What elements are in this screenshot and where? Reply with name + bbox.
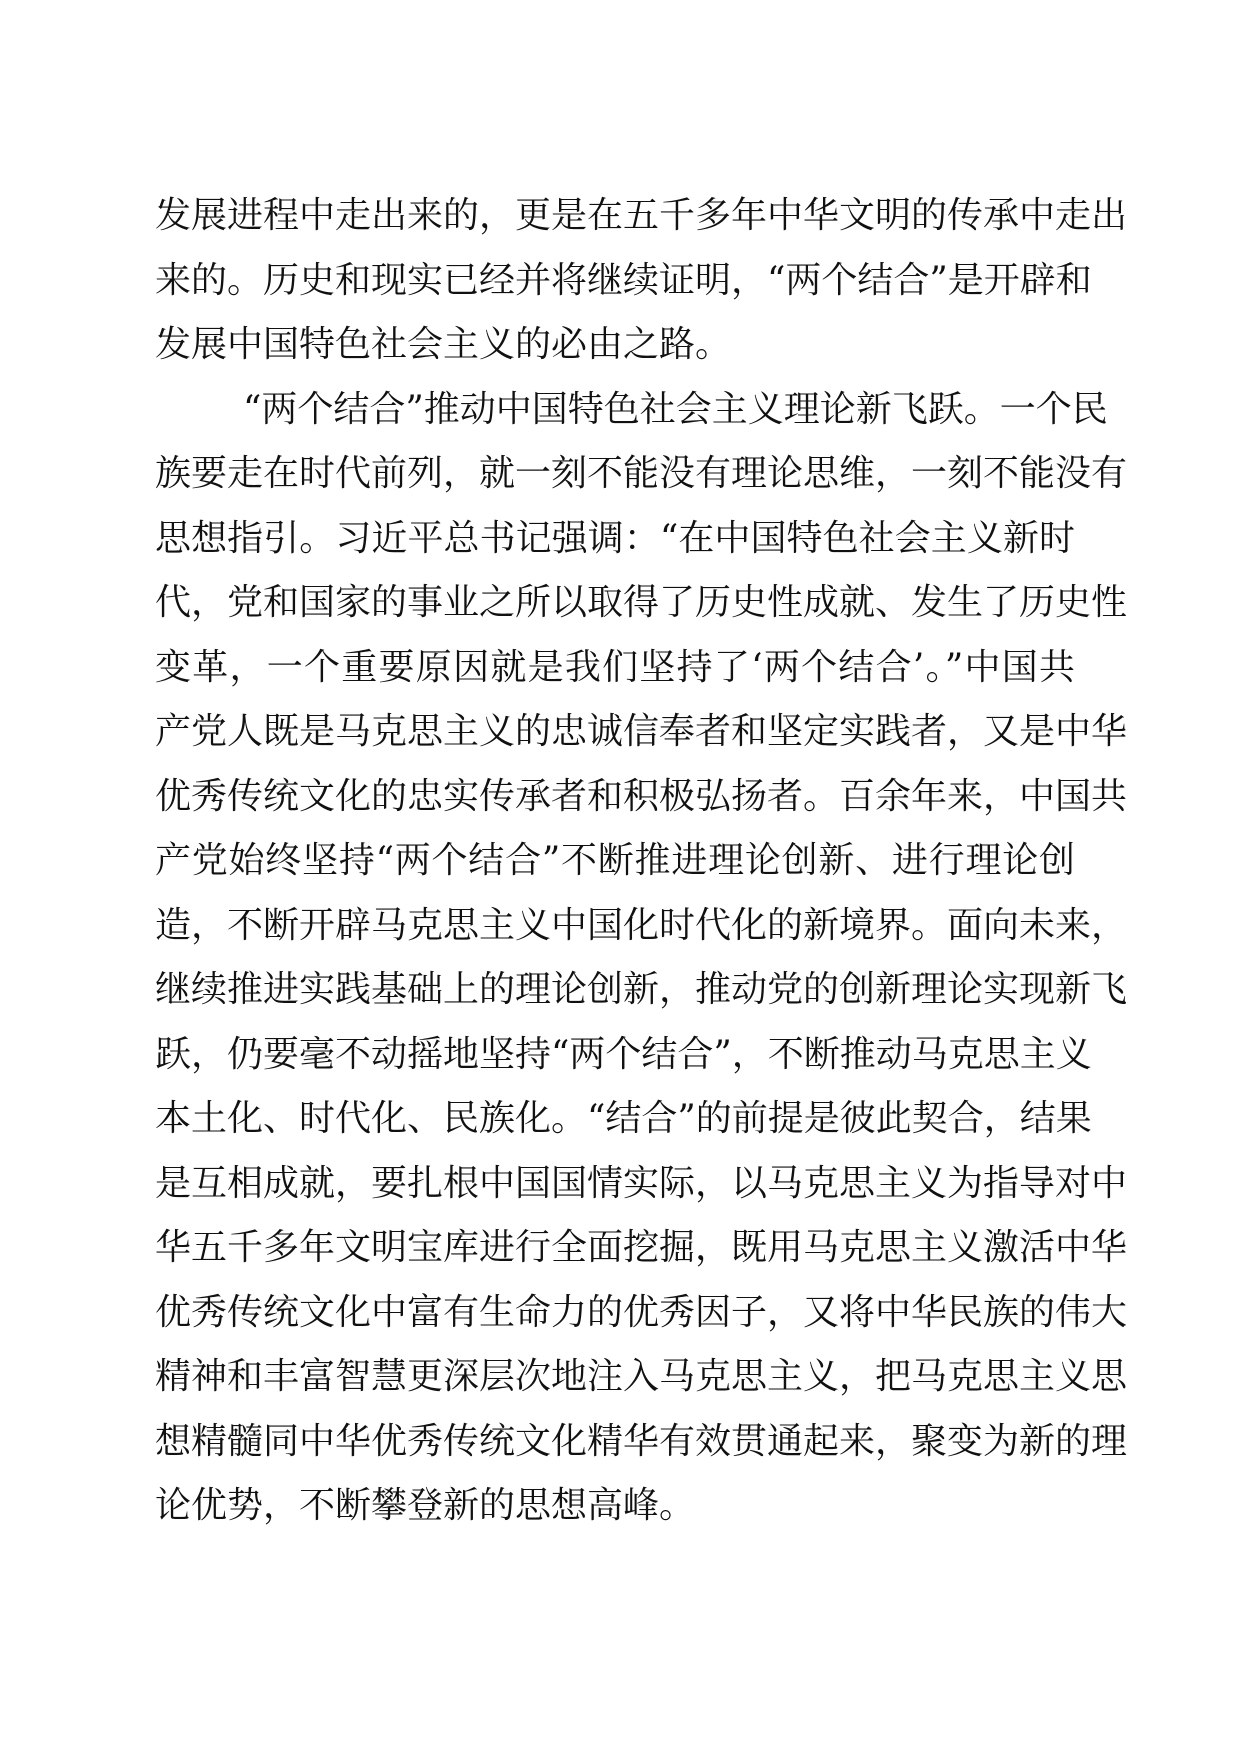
- text-line: 跃，仍要毫不动摇地坚持“两个结合”，不断推动马克思主义: [155, 1033, 1092, 1075]
- text-line: 继续推进实践基础上的理论创新，推动党的创新理论实现新飞: [155, 969, 1128, 1010]
- text-line: 思想指引。习近平总书记强调：“在中国特色社会主义新时: [155, 517, 1075, 559]
- text-line: 精神和丰富智慧更深层次地注入马克思主义，把马克思主义思: [155, 1356, 1128, 1397]
- text-line: 想精髓同中华优秀传统文化精华有效贯通起来，聚变为新的理: [155, 1420, 1128, 1462]
- body-text: [155, 190, 1128, 1545]
- text-line: 产党始终坚持“两个结合”不断推进理论创新、进行理论创: [155, 840, 1075, 881]
- text-line: 发展中国特色社会主义的必由之路。: [155, 324, 732, 365]
- text-line: 族要走在时代前列，就一刻不能没有理论思维，一刻不能没有: [155, 453, 1128, 494]
- text-line: 代，党和国家的事业之所以取得了历史性成就、发生了历史性: [155, 582, 1128, 623]
- text-line: 是互相成就，要扎根中国国情实际，以马克思主义为指导对中: [155, 1162, 1128, 1204]
- text-line: 优秀传统文化的忠实传承者和积极弘扬者。百余年来，中国共: [155, 775, 1128, 817]
- paragraph-first-line: “两个结合”推动中国特色社会主义理论新飞跃。一个民: [243, 388, 1108, 430]
- text-line: 华五千多年文明宝库进行全面挖掘，既用马克思主义激活中华: [155, 1227, 1128, 1268]
- text-line: 本土化、时代化、民族化。“结合”的前提是彼此契合，结果: [155, 1098, 1092, 1139]
- text-line: 造，不断开辟马克思主义中国化时代化的新境界。面向未来，: [155, 904, 1128, 946]
- text-line: 发展进程中走出来的，更是在五千多年中华文明的传承中走出: [155, 195, 1128, 236]
- text-line: 变革，一个重要原因就是我们坚持了‘两个结合’。”中国共: [155, 646, 1075, 688]
- text-line: 论优势，不断攀登新的思想高峰。: [155, 1485, 696, 1526]
- text-line: 优秀传统文化中富有生命力的优秀因子，又将中华民族的伟大: [155, 1291, 1128, 1333]
- text-line: 来的。历史和现实已经并将继续证明，“两个结合”是开辟和: [155, 259, 1092, 301]
- text-line: 产党人既是马克思主义的忠诚信奉者和坚定实践者，又是中华: [155, 711, 1128, 752]
